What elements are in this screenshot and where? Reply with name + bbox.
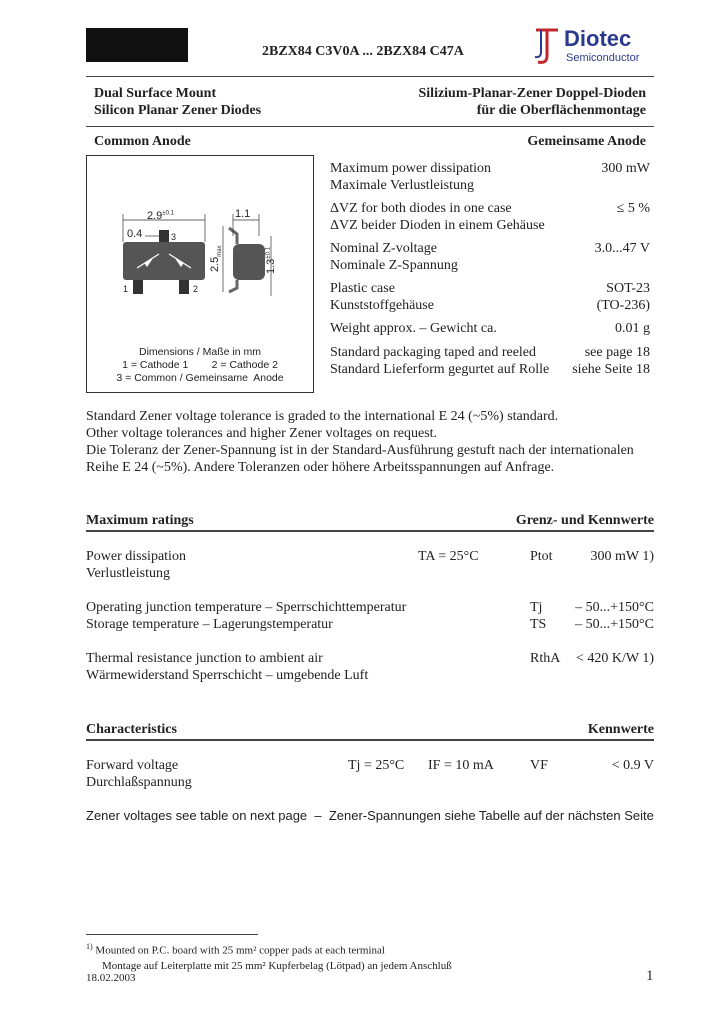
- rth-value: < 420 K/W 1): [575, 651, 654, 666]
- title-de-2: für die Oberflächenmontage: [476, 103, 646, 118]
- spec-label-en: Plastic case: [330, 281, 395, 296]
- max-ratings-title-de: Grenz- und Kennwerte: [515, 513, 654, 528]
- fv-symbol: VF: [530, 758, 548, 773]
- spec-row: [330, 240, 650, 280]
- dim-1-3: $1.3^{\pm 0.1}$: [265, 247, 277, 274]
- pin-3-label: 3: [171, 232, 177, 242]
- part-range-title: 2BZX84 C3V0A ... 2BZX84 C47A: [262, 44, 464, 59]
- intro-paragraph: [86, 408, 656, 476]
- spec-value: SOT-23: [606, 281, 650, 296]
- spec-label-de: ΔVZ beider Dioden in einem Gehäuse: [330, 218, 545, 233]
- power-condition: TA = 25°C: [418, 549, 479, 564]
- intro-line: Other voltage tolerances and higher Zener voltages on request.: [86, 426, 438, 441]
- page-number: 1: [646, 968, 654, 984]
- spec-label-en: Weight approx. – Gewicht ca.: [330, 321, 497, 336]
- brand-sub: Semiconductor: [566, 52, 640, 64]
- power-label-de: Verlustleistung: [86, 566, 170, 581]
- lead-1: [133, 280, 143, 294]
- spec-label-en: ΔVZ for both diodes in one case: [330, 201, 512, 216]
- characteristics-title-de: Kennwerte: [587, 722, 654, 737]
- spec-value: ≤ 5 %: [616, 201, 650, 216]
- spec-value: see page 18: [584, 345, 650, 360]
- spec-label-en: Maximum power dissipation: [330, 161, 491, 176]
- header-black-box: [86, 28, 188, 62]
- footnote-rule: [86, 934, 258, 935]
- fv-condition-1: Tj = 25°C: [348, 758, 405, 773]
- tj-symbol: Tj: [530, 600, 543, 615]
- intro-line: Reihe E 24 (~5%). Andere Toleranzen oder höhere Arbeitsspannungen auf Anfrage.: [86, 460, 555, 475]
- spec-row: [330, 200, 650, 240]
- spec-label-de: Maximale Verlustleistung: [330, 178, 474, 193]
- config-de: Gemeinsame Anode: [527, 134, 646, 149]
- spec-value-2: (TO-236): [596, 298, 650, 313]
- lead-2: [179, 280, 189, 294]
- spec-label-de: Nominale Z-Spannung: [330, 258, 458, 273]
- spec-value: 300 mW: [601, 161, 650, 176]
- package-body: [123, 242, 205, 280]
- spec-label-en: Nominal Z-voltage: [330, 241, 437, 256]
- brand-name: Diotec: [564, 26, 632, 51]
- rth-label-de: Wärmewiderstand Sperrschicht – umgebende Luft: [86, 668, 369, 683]
- spec-value: 0.01 g: [615, 321, 650, 336]
- power-symbol: Ptot: [530, 549, 553, 564]
- pin-1-label: 1: [123, 284, 129, 294]
- dim-0-4: 0.4: [127, 228, 143, 240]
- power-value: 300 mW 1): [590, 549, 654, 564]
- characteristics-rule: [86, 739, 654, 741]
- footnote-line-2: Montage auf Leiterplatte mit 25 mm² Kupferbelag (Lötpad) an jedem Anschluß: [102, 959, 452, 972]
- spec-row: [330, 160, 650, 200]
- side-lead-bottom: [229, 280, 237, 292]
- header-rule: [86, 76, 654, 77]
- rth-label-en: Thermal resistance junction to ambient air: [86, 651, 323, 666]
- rth-symbol: RthA: [530, 651, 561, 666]
- characteristics-title: Characteristics: [86, 722, 177, 737]
- config-en: Common Anode: [94, 134, 191, 149]
- fv-condition-2: IF = 10 mA: [428, 758, 494, 773]
- footnote-marker: 1): [86, 942, 93, 951]
- figure-caption: [87, 346, 313, 385]
- zener-note: Zener voltages see table on next page – Zener-Spannungen siehe Tabelle auf der nächsten Seite: [86, 808, 654, 823]
- fv-label-de: Durchlaßspannung: [86, 775, 192, 790]
- ts-symbol: TS: [530, 617, 547, 632]
- spec-list: [330, 160, 650, 384]
- spec-row: [330, 280, 650, 320]
- max-ratings-title: Maximum ratings: [86, 513, 194, 528]
- intro-line: Die Toleranz der Zener-Spannung ist in der Standard-Ausführung gestuft nach der internationalen: [86, 443, 634, 458]
- fv-value: < 0.9 V: [611, 758, 654, 773]
- spec-label-de: Kunststoffgehäuse: [330, 298, 434, 313]
- caption-line-2: 1 = Cathode 1 2 = Cathode 2: [122, 359, 278, 371]
- title-rule: [86, 126, 654, 127]
- spec-label-en: Standard packaging taped and reeled: [330, 345, 537, 360]
- spec-value-2: siehe Seite 18: [572, 362, 650, 377]
- title-en-1: Dual Surface Mount: [94, 86, 217, 101]
- diotec-logo: [532, 26, 662, 66]
- dim-1-1: 1.1: [235, 208, 251, 220]
- tj-value: – 50...+150°C: [575, 600, 654, 615]
- title-de-1: Silizium-Planar-Zener Doppel-Dioden: [418, 86, 646, 101]
- ts-value: – 50...+150°C: [575, 617, 654, 632]
- fv-label-en: Forward voltage: [86, 758, 179, 773]
- spec-label-de: Standard Lieferform gegurtet auf Rolle: [330, 362, 550, 377]
- tj-label: Operating junction temperature – Sperrschichttemperatur: [86, 600, 407, 615]
- footnote-line-1: Mounted on P.C. board with 25 mm² copper pads at each terminal: [95, 944, 385, 957]
- side-body: [233, 244, 265, 280]
- package-figure: [86, 155, 314, 393]
- intro-line: Standard Zener voltage tolerance is graded to the international E 24 (~5%) standard.: [86, 409, 559, 424]
- ts-label: Storage temperature – Lagerungstemperatur: [86, 617, 333, 632]
- spec-value: 3.0...47 V: [594, 241, 650, 256]
- spec-row: [330, 320, 650, 344]
- pin-2-label: 2: [193, 284, 199, 294]
- lead-3: [159, 230, 169, 242]
- max-ratings-rule: [86, 530, 654, 532]
- power-label-en: Power dissipation: [86, 549, 186, 564]
- dim-2-5: $2.5_{max}$: [209, 245, 224, 272]
- date: 18.02.2003: [86, 972, 136, 984]
- caption-line-1: Dimensions / Maße in mm: [139, 346, 261, 358]
- diotec-logo-icon: [532, 26, 564, 66]
- caption-line-3: 3 = Common / Gemeinsame Anode: [116, 372, 284, 384]
- dim-2-9: $2.9^{\pm 0.1}$: [147, 210, 174, 222]
- footnote: [86, 939, 452, 974]
- spec-row: [330, 344, 650, 384]
- title-en-2: Silicon Planar Zener Diodes: [94, 103, 262, 118]
